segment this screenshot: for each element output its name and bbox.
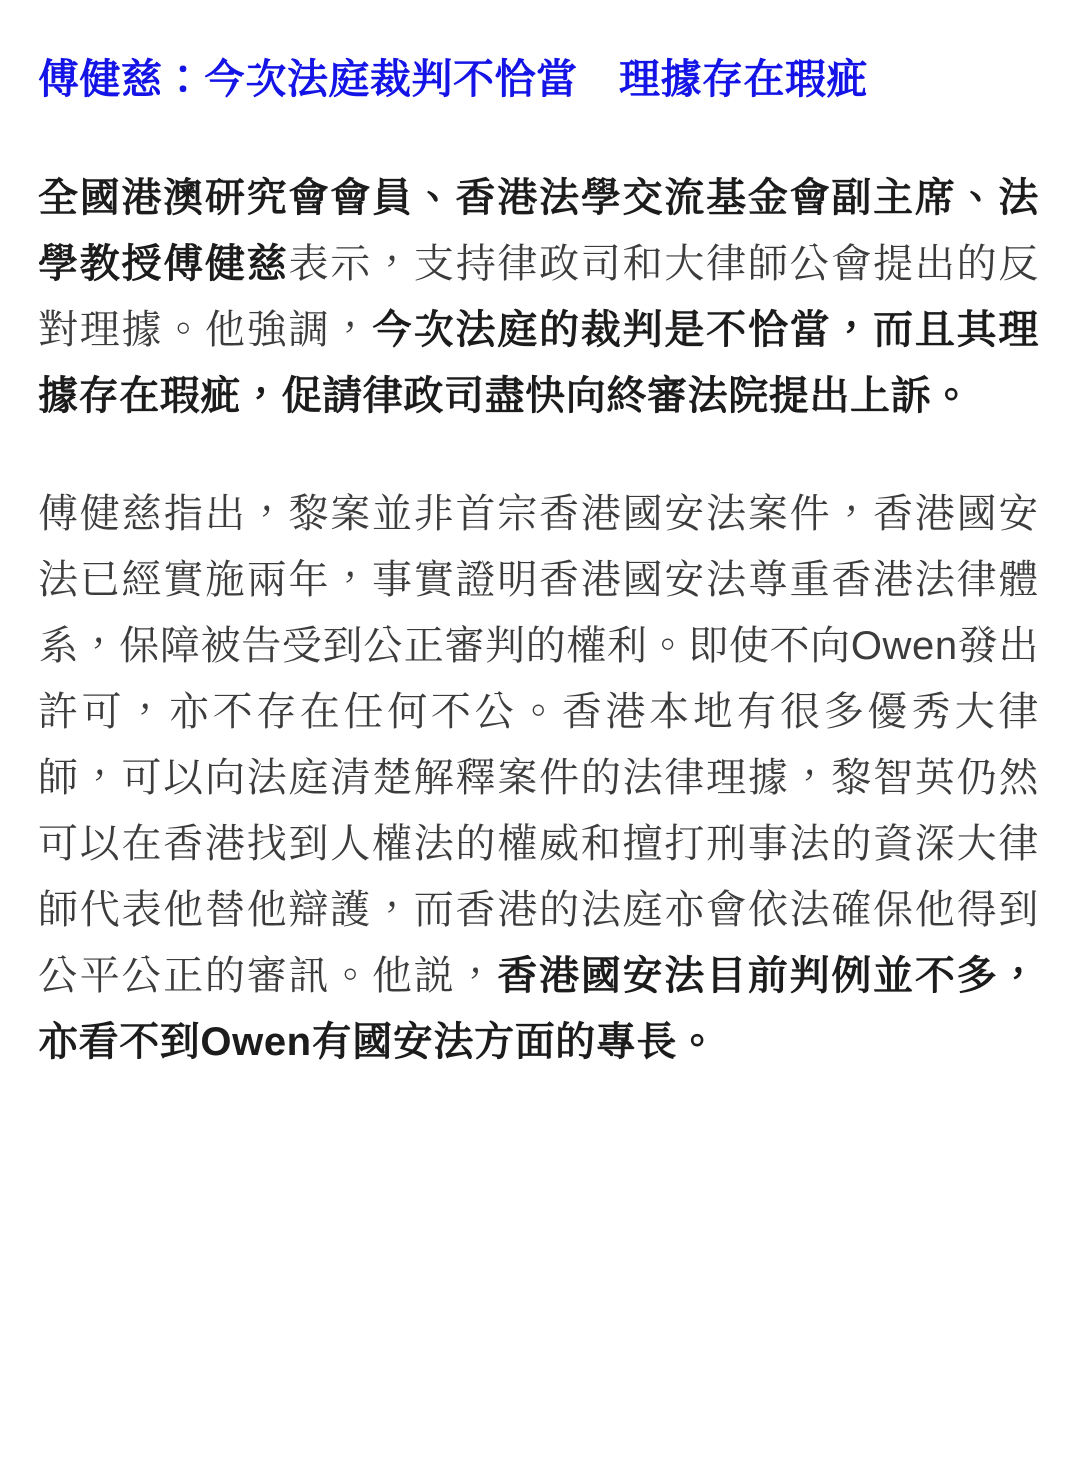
body-emphasis-end: 香港國安法目前判例並不多，亦看不到Owen有國安法方面的專長。 [38,954,1039,1065]
body-plain-text: 傅健慈指出，黎案並非首宗香港國安法案件，香港國安法已經實施兩年，事實證明香港國安法尊重香港法律體系，保障被告受到公正審判的權利。即使不向Owen發出許可，亦不存在任何不公。香港本地有很多優秀大律師，可以向法庭清楚解釋案件的法律理據，黎智英仍然可以在香港找到人權法的權威和擅打刑事法的資深大律師代表他替他辯護，而香港的法庭亦會依法確保他得到公平公正的審訊。他説， [38,492,1039,999]
paragraph-lead [38,165,1039,429]
lead-plain-middle: 表示，支持律政司和大律師公會提出的反對理據。他強調， [38,242,1039,353]
page-title: 傅健慈：今次法庭裁判不恰當 理據存在瑕疵 [38,56,868,102]
lead-emphasis-start: 全國港澳研究會會員、香港法學交流基金會副主席、法學教授傅健慈 [38,176,1039,287]
paragraph-body [38,481,1039,1075]
lead-emphasis-end: 今次法庭的裁判是不恰當，而且其理據存在瑕疵，促請律政司盡快向終審法院提出上訴。 [38,308,1039,419]
